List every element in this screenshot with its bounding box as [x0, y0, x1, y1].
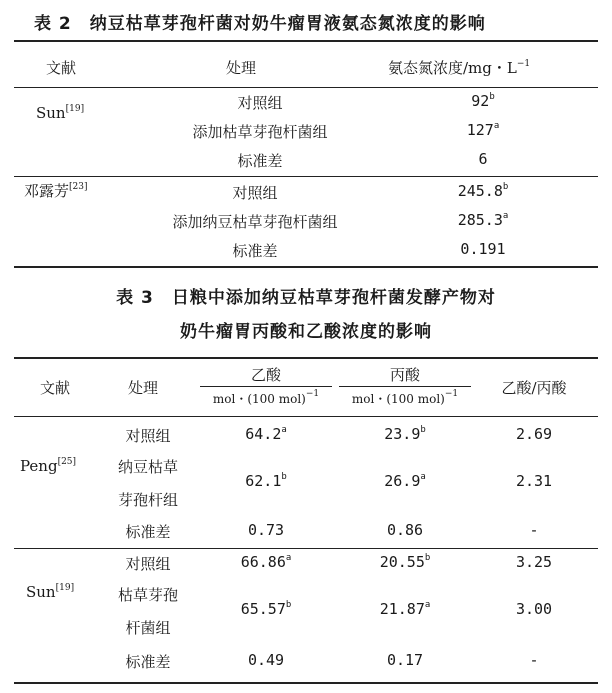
table3-sun-propionic-3: 0.17 [386, 651, 424, 669]
table3-propionic-unit-exponent: −1 [444, 389, 459, 399]
table2-value-4-mark: b [502, 182, 509, 192]
table3-header-acetic-unit [213, 390, 319, 407]
table2-value-5-number: 285.3 [457, 211, 503, 229]
table3-sun-acetic-2-number: 65.57 [240, 600, 286, 618]
table3-peng-acetic-1-mark: a [281, 425, 287, 435]
table2-bottom-rule [14, 266, 598, 268]
table3-propionic-divider [339, 386, 471, 387]
table2-source-deng [24, 180, 88, 201]
table3-peng-ratio-1: 2.69 [515, 425, 553, 443]
table3-sun-propionic-2 [380, 600, 431, 618]
table3-peng-propionic-1 [384, 425, 426, 443]
table3-sun-treatment-2-line2: 杆菌组 [125, 619, 171, 637]
table3-peng-treatment-3: 标准差 [125, 523, 171, 541]
table2-group-rule [14, 176, 598, 177]
table2-treatment-6: 标准差 [232, 242, 278, 260]
table2-treatment-5: 添加纳豆枯草芽孢杆菌组 [172, 213, 338, 231]
table2-value-1-mark: b [489, 92, 495, 102]
table2-value-1 [471, 92, 494, 110]
table3-header-propionic: 丙酸 [389, 366, 421, 384]
table2-source-deng-name: 邓露芳 [24, 182, 70, 200]
table3-sun-propionic-2-number: 21.87 [379, 600, 425, 618]
table2-value-5 [458, 211, 509, 229]
table3-acetic-unit-text: mol・(100 mol) [212, 392, 306, 406]
table3-acetic-unit-exponent: −1 [305, 389, 320, 399]
table3-peng-propionic-2 [384, 472, 426, 490]
table2-value-2 [467, 121, 500, 139]
table3-peng-acetic-2-mark: b [281, 472, 287, 482]
table3-peng-propionic-3: 0.86 [386, 521, 424, 539]
table3-peng-acetic-3: 0.73 [247, 521, 285, 539]
table2-header-rule [14, 87, 598, 88]
table3-source-sun-name: Sun [26, 583, 56, 601]
table2-treatment-2: 添加枯草芽孢杆菌组 [192, 123, 328, 141]
table2-header-treatment: 处理 [226, 59, 257, 77]
table2-value-2-number: 127 [466, 121, 494, 139]
table3-sun-acetic-2 [241, 600, 292, 618]
table3-sun-acetic-3: 0.49 [247, 651, 285, 669]
table3-sun-propionic-1-mark: b [424, 553, 431, 563]
table3-header-ratio: 乙酸/丙酸 [501, 379, 567, 397]
table2-source-deng-ref: [23] [69, 182, 88, 192]
table2-source-sun-name: Sun [36, 104, 66, 122]
table2-header-ammonia [388, 57, 530, 78]
table3-sun-ratio-1: 3.25 [515, 553, 553, 571]
table2-value-2-mark: a [493, 121, 500, 131]
table3-header-rule [14, 416, 598, 417]
table3-sun-propionic-2-mark: a [424, 600, 431, 610]
table3-source-sun-ref: [19] [55, 583, 75, 593]
table2-value-4 [458, 182, 509, 200]
table3-peng-propionic-2-mark: a [420, 472, 426, 482]
table3-propionic-unit-text: mol・(100 mol) [351, 392, 445, 406]
table2-source-sun [36, 104, 84, 122]
table3-group-rule [14, 548, 598, 549]
table2-value-5-mark: a [502, 211, 509, 221]
table3-sun-treatment-1: 对照组 [125, 555, 171, 573]
table3-peng-ratio-3: - [529, 521, 539, 539]
table2-caption: 表 2 纳豆枯草芽孢杆菌对奶牛瘤胃液氨态氮浓度的影响 [34, 14, 486, 34]
table3-sun-ratio-2: 3.00 [515, 600, 553, 618]
table3-top-rule [14, 357, 598, 359]
table2-value-6: 0.191 [460, 240, 506, 258]
table3-peng-ratio-2: 2.31 [515, 472, 553, 490]
table3-peng-propionic-2-number: 26.9 [384, 472, 421, 490]
table2-top-rule [14, 40, 598, 42]
table3-peng-acetic-1 [245, 425, 287, 443]
table3-sun-acetic-1 [241, 553, 292, 571]
table3-caption-line2: 奶牛瘤胃丙酸和乙酸浓度的影响 [180, 322, 432, 342]
table2-value-1-number: 92 [471, 92, 490, 110]
table3-sun-propionic-1 [380, 553, 431, 571]
table2-treatment-1: 对照组 [237, 94, 283, 112]
table3-bottom-rule [14, 682, 598, 684]
table2-header-ammonia-label: 氨态氮浓度/mg・L [388, 59, 517, 77]
table3-peng-treatment-2-line1: 纳豆枯草 [117, 458, 179, 476]
table3-source-peng-name: Peng [20, 457, 58, 475]
table3-acetic-divider [200, 386, 332, 387]
table3-header-treatment: 处理 [128, 379, 159, 397]
table3-source-peng [20, 457, 76, 475]
table3-peng-propionic-1-number: 23.9 [384, 425, 421, 443]
table3-peng-treatment-1: 对照组 [125, 427, 171, 445]
table3-sun-acetic-1-number: 66.86 [240, 553, 286, 571]
table3-source-sun [26, 583, 74, 601]
table3-sun-treatment-3: 标准差 [125, 653, 171, 671]
table2-treatment-4: 对照组 [232, 184, 278, 202]
table3-peng-treatment-2-line2: 芽孢杆组 [117, 491, 179, 509]
table3-peng-acetic-2-number: 62.1 [245, 472, 282, 490]
table2-source-sun-ref: [19] [65, 104, 85, 114]
table2-treatment-3: 标准差 [237, 152, 283, 170]
table3-sun-acetic-1-mark: a [285, 553, 292, 563]
table3-sun-propionic-1-number: 20.55 [379, 553, 425, 571]
table3-sun-treatment-2-line1: 枯草芽孢 [117, 586, 179, 604]
table3-header-propionic-unit [352, 390, 458, 407]
table3-sun-ratio-3: - [529, 651, 539, 669]
table2-value-3: 6 [478, 150, 488, 168]
table2-header-source: 文献 [46, 59, 77, 77]
table2-header-unit-exponent: −1 [516, 59, 531, 69]
table3-sun-acetic-2-mark: b [285, 600, 292, 610]
table3-header-source: 文献 [40, 379, 71, 397]
table3-header-acetic: 乙酸 [250, 366, 282, 384]
table3-caption-line1: 表 3 日粮中添加纳豆枯草芽孢杆菌发酵产物对 [116, 288, 496, 308]
table2-value-4-number: 245.8 [457, 182, 503, 200]
table3-peng-propionic-1-mark: b [420, 425, 426, 435]
table3-peng-acetic-1-number: 64.2 [245, 425, 282, 443]
table3-peng-acetic-2 [245, 472, 287, 490]
table3-source-peng-ref: [25] [57, 457, 77, 467]
